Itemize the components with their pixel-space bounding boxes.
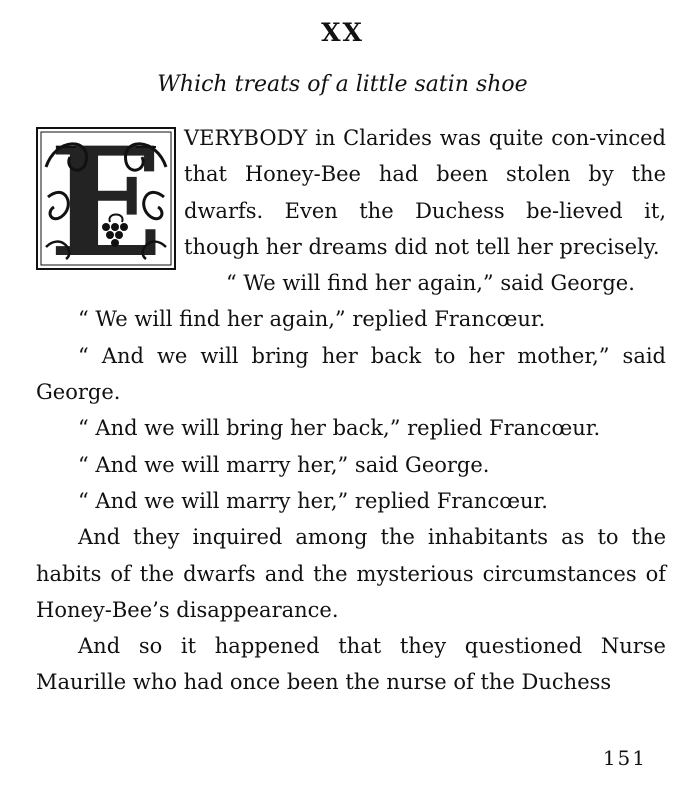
paragraph-8: And they inquired among the inhabitants as to the habits of the dwarfs and the mysterious circumstances of Honey-Bee’s disappearance.	[36, 525, 666, 622]
chapter-title: Which treats of a little satin shoe	[157, 72, 528, 97]
paragraph-1-text: VERYBODY in Clarides was quite con-vinced that Honey-Bee had been stolen by the dwarfs. Even the Duchess be-lieved it, though her dreams did not tell her precisely.	[184, 126, 666, 259]
body-text	[36, 120, 666, 701]
paragraph-9: And so it happened that they questioned Nurse Maurille who had once been the nurse of the Duchess	[36, 634, 666, 695]
paragraph-3: “ We will find her again,” replied Francœur.	[78, 307, 546, 332]
paragraph-7: “ And we will marry her,” replied Francœur.	[78, 488, 548, 513]
paragraph-1	[36, 120, 666, 270]
svg-text:E: E	[48, 127, 164, 270]
decorated-initial-e	[36, 127, 176, 270]
page-number: 151	[602, 746, 647, 770]
paragraph-2: “ We will find her again,” said George.	[226, 271, 635, 296]
chapter-number: XX	[321, 18, 364, 47]
ornament-frame-icon	[36, 127, 176, 270]
paragraph-6: “ And we will marry her,” said George.	[78, 452, 490, 477]
paragraph-4: “ And we will bring her back to her mother,” said George.	[36, 343, 666, 405]
paragraph-5: “ And we will bring her back,” replied Francœur.	[78, 416, 601, 441]
